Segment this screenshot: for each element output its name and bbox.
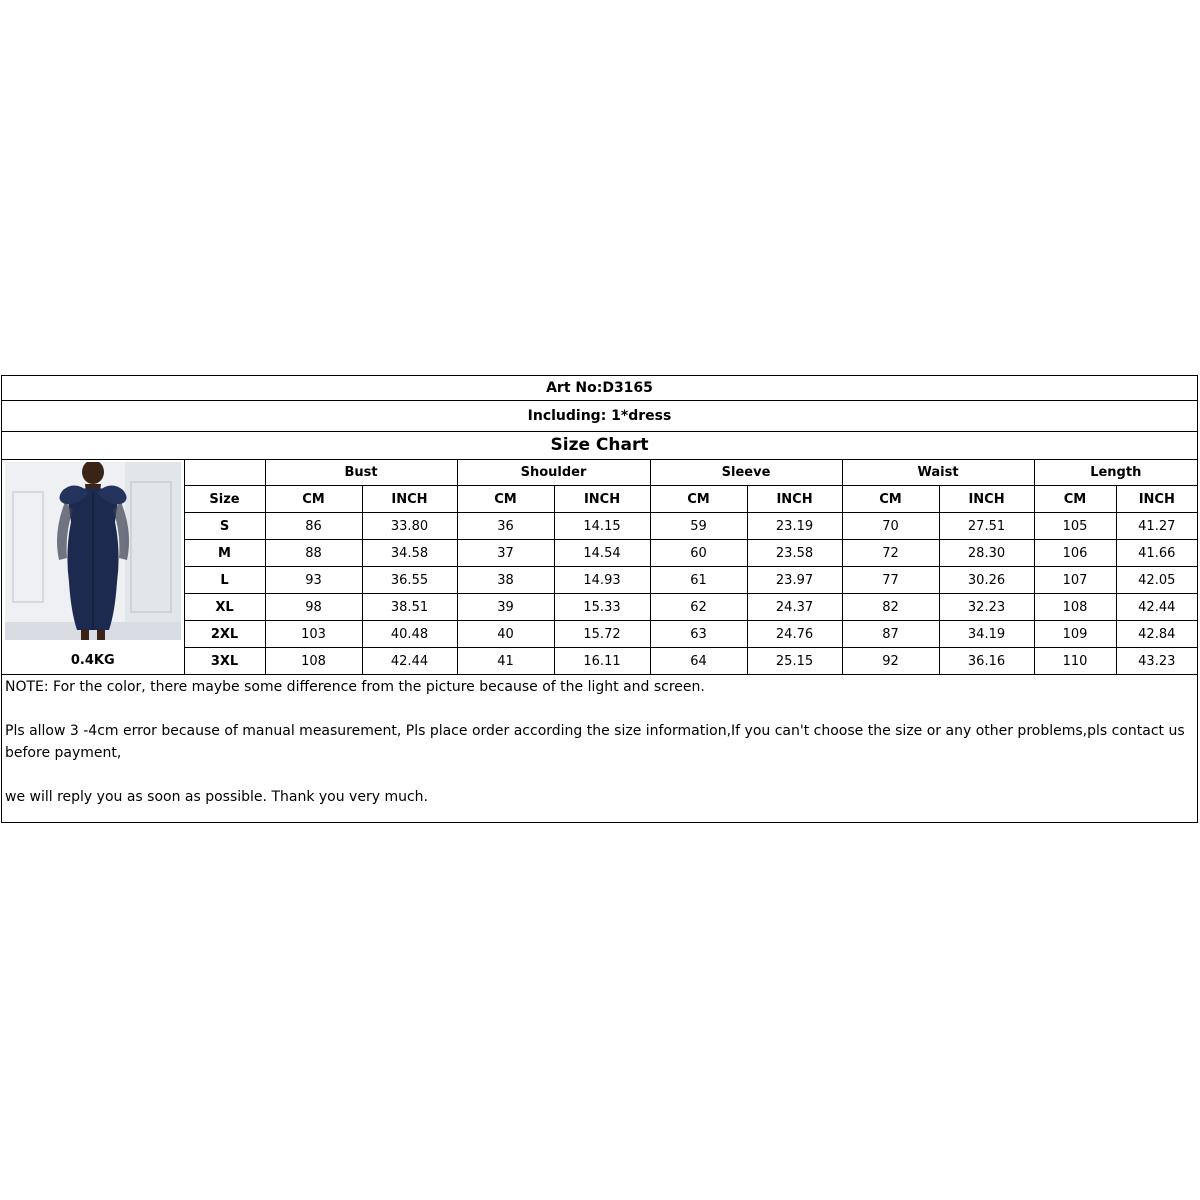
value-cell: 15.33 [554,594,650,621]
value-cell: 34.19 [939,621,1034,648]
value-cell: 98 [265,594,362,621]
weight-cell: 0.4KG [2,648,184,675]
value-cell: 62 [650,594,747,621]
product-photo-cell [2,459,184,648]
value-cell: 110 [1034,648,1116,675]
value-cell: 88 [265,540,362,567]
group-waist: Waist [842,459,1034,486]
value-cell: 42.84 [1116,621,1197,648]
unit-header: CM [650,486,747,513]
value-cell: 30.26 [939,567,1034,594]
group-sleeve: Sleeve [650,459,842,486]
size-cell: XL [184,594,265,621]
unit-header: INCH [554,486,650,513]
value-cell: 23.58 [747,540,842,567]
unit-header: INCH [1116,486,1197,513]
size-cell: S [184,513,265,540]
value-cell: 41.27 [1116,513,1197,540]
value-cell: 108 [265,648,362,675]
including-line: Including: 1*dress [2,401,1197,432]
size-cell: 3XL [184,648,265,675]
value-cell: 106 [1034,540,1116,567]
group-header-row [2,459,1197,486]
size-cell: 2XL [184,621,265,648]
unit-header: CM [1034,486,1116,513]
value-cell: 86 [265,513,362,540]
value-cell: 64 [650,648,747,675]
value-cell: 23.97 [747,567,842,594]
value-cell: 38.51 [362,594,457,621]
value-cell: 25.15 [747,648,842,675]
value-cell: 59 [650,513,747,540]
size-cell: L [184,567,265,594]
size-cell: M [184,540,265,567]
value-cell: 105 [1034,513,1116,540]
value-cell: 107 [1034,567,1116,594]
value-cell: 41.66 [1116,540,1197,567]
table-row [2,648,1197,675]
value-cell: 77 [842,567,939,594]
value-cell: 93 [265,567,362,594]
value-cell: 34.58 [362,540,457,567]
value-cell: 36.16 [939,648,1034,675]
note-color: NOTE: For the color, there maybe some difference from the picture because of the light and screen. [5,679,705,695]
unit-header: CM [842,486,939,513]
value-cell: 92 [842,648,939,675]
unit-header: INCH [939,486,1034,513]
value-cell: 38 [457,567,554,594]
group-bust: Bust [265,459,457,486]
group-shoulder: Shoulder [457,459,650,486]
value-cell: 36 [457,513,554,540]
value-cell: 109 [1034,621,1116,648]
unit-header: INCH [362,486,457,513]
value-cell: 41 [457,648,554,675]
value-cell: 87 [842,621,939,648]
value-cell: 70 [842,513,939,540]
empty-header-cell [184,459,265,486]
unit-header: INCH [747,486,842,513]
value-cell: 39 [457,594,554,621]
value-cell: 103 [265,621,362,648]
value-cell: 108 [1034,594,1116,621]
value-cell: 32.23 [939,594,1034,621]
value-cell: 36.55 [362,567,457,594]
value-cell: 42.44 [362,648,457,675]
value-cell: 82 [842,594,939,621]
value-cell: 33.80 [362,513,457,540]
value-cell: 15.72 [554,621,650,648]
value-cell: 23.19 [747,513,842,540]
value-cell: 14.15 [554,513,650,540]
size-chart-title: Size Chart [2,432,1197,460]
size-chart-sheet [1,375,1198,823]
size-header: Size [184,486,265,513]
dress-model-photo [5,462,181,640]
value-cell: 37 [457,540,554,567]
value-cell: 63 [650,621,747,648]
value-cell: 61 [650,567,747,594]
note-measurement: Pls allow 3 -4cm error because of manual measurement, Pls place order according the size information,If you can't choose the size or any other problems,pls contact us before payment, [5,723,1185,761]
unit-header: CM [265,486,362,513]
art-number: Art No:D3165 [2,376,1197,401]
note-reply: we will reply you as soon as possible. Thank you very much. [5,789,428,805]
unit-header: CM [457,486,554,513]
value-cell: 60 [650,540,747,567]
value-cell: 24.76 [747,621,842,648]
value-cell: 16.11 [554,648,650,675]
value-cell: 28.30 [939,540,1034,567]
value-cell: 42.05 [1116,567,1197,594]
value-cell: 43.23 [1116,648,1197,675]
notes-block [5,676,1185,808]
value-cell: 40.48 [362,621,457,648]
value-cell: 27.51 [939,513,1034,540]
value-cell: 42.44 [1116,594,1197,621]
value-cell: 24.37 [747,594,842,621]
value-cell: 14.93 [554,567,650,594]
group-length: Length [1034,459,1197,486]
value-cell: 40 [457,621,554,648]
size-table [2,459,1197,675]
value-cell: 72 [842,540,939,567]
value-cell: 14.54 [554,540,650,567]
